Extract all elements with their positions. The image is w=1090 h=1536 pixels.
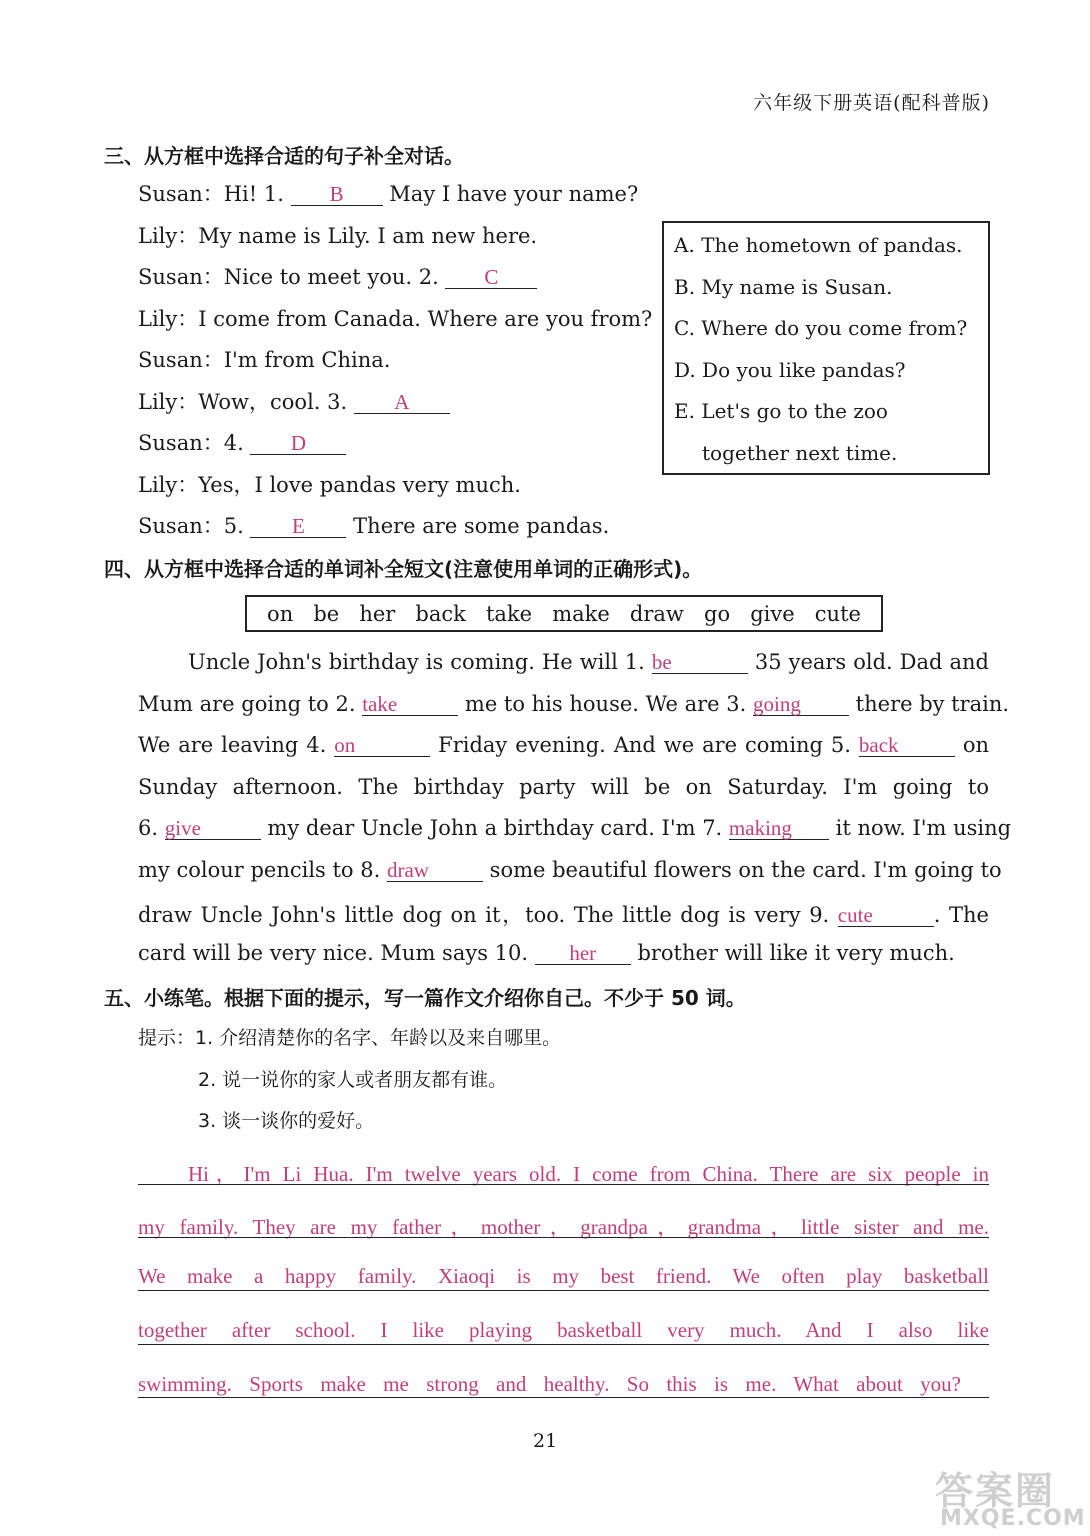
word-item: give	[750, 601, 795, 626]
passage-blank-4: on	[334, 734, 430, 757]
writing-rule	[138, 1397, 989, 1398]
answer-blank-1: B	[291, 183, 383, 206]
word-item: back	[415, 601, 466, 626]
option-a: A. The hometown of pandas.	[674, 233, 963, 257]
option-e: E. Let's go to the zoo	[674, 399, 888, 423]
dialog-line-2: Lily：My name is Lily. I am new here.	[138, 224, 538, 248]
watermark-logo: 答案圈	[935, 1469, 1056, 1513]
essay-line-3: We make a happy family. Xiaoqi is my best friend. We often play basketball	[138, 1264, 989, 1288]
options-box	[662, 221, 990, 475]
passage-blank-9: cute	[838, 904, 934, 927]
hint-2: 2. 说一说你的家人或者朋友都有谁。	[198, 1069, 508, 1091]
dialog-line-8: Lily：Yes，I love pandas very much.	[138, 473, 521, 497]
passage-line-1: Uncle John's birthday is coming. He will 1. be 35 years old. Dad and	[188, 650, 989, 674]
word-item: make	[552, 601, 610, 626]
passage-blank-2: take	[362, 693, 458, 716]
word-item: take	[485, 601, 533, 626]
word-item: cute	[814, 601, 861, 626]
answer-blank-5: E	[250, 515, 346, 538]
option-b: B. My name is Susan.	[674, 275, 893, 299]
passage-blank-8: draw	[387, 859, 483, 882]
dialog-line-1: Susan：Hi! 1. B May I have your name?	[138, 182, 639, 206]
option-c: C. Where do you come from?	[674, 316, 968, 340]
word-item: draw	[629, 601, 684, 626]
option-e-cont: together next time.	[702, 441, 898, 465]
dialog-line-5: Susan：I'm from China.	[138, 348, 391, 372]
answer-blank-2: C	[445, 266, 537, 289]
word-item: her	[359, 601, 396, 626]
section3-heading: 三、从方框中选择合适的句子补全对话。	[104, 144, 464, 168]
answer-blank-4: D	[250, 432, 346, 455]
passage-line-3: We are leaving 4. on Friday evening. And we are coming 5. back on	[138, 733, 989, 757]
dialog-line-3: Susan：Nice to meet you. 2. C	[138, 261, 537, 291]
passage-blank-7: making	[729, 817, 829, 840]
page-number: 21	[533, 1430, 558, 1452]
passage-blank-3: going	[753, 693, 849, 716]
book-title: 六年级下册英语(配科普版)	[753, 92, 990, 114]
passage-line-7: draw Uncle John's little dog on it，too. The little dog is very 9. cute . The	[138, 903, 989, 927]
dialog-line-6: Lily：Wow，cool. 3. A	[138, 386, 450, 416]
hint-3: 3. 谈一谈你的爱好。	[198, 1110, 375, 1132]
writing-rule	[138, 1237, 989, 1238]
passage-line-6: my colour pencils to 8. draw some beautiful flowers on the card. I'm going to	[138, 858, 1002, 882]
watermark-url: MXQE.COM	[940, 1506, 1086, 1531]
word-item: on	[267, 601, 294, 626]
passage-blank-5: back	[859, 734, 955, 757]
option-d: D. Do you like pandas?	[674, 358, 906, 382]
passage-line-5: 6. give my dear Uncle John a birthday card. I'm 7. making it now. I'm using	[138, 816, 1012, 840]
passage-line-8: card will be very nice. Mum says 10. her brother will like it very much.	[138, 941, 955, 965]
passage-blank-1: be	[652, 651, 748, 674]
word-bank	[245, 595, 883, 632]
writing-rule	[138, 1344, 989, 1345]
writing-rule	[138, 1290, 989, 1291]
word-item: be	[313, 601, 340, 626]
dialog-line-4: Lily：I come from Canada. Where are you from?	[138, 307, 653, 331]
passage-line-4: Sunday afternoon. The birthday party will be on Saturday. I'm going to	[138, 775, 989, 799]
dialog-line-9: Susan：5. E There are some pandas.	[138, 514, 610, 538]
passage-blank-6: give	[165, 817, 261, 840]
passage-line-2: Mum are going to 2. take me to his house. We are 3. going there by train.	[138, 692, 1010, 716]
dialog-line-7: Susan：4. D	[138, 427, 346, 457]
essay-line-5: swimming. Sports make me strong and healthy. So this is me. What about you?	[138, 1372, 961, 1396]
section5-heading: 五、小练笔。根据下面的提示，写一篇作文介绍你自己。不少于 50 词。	[104, 986, 746, 1010]
writing-rule	[138, 1184, 989, 1185]
section4-heading: 四、从方框中选择合适的单词补全短文(注意使用单词的正确形式)。	[104, 557, 703, 581]
hint-1: 提示：1. 介绍清楚你的名字、年龄以及来自哪里。	[138, 1027, 562, 1049]
passage-blank-10: her	[535, 942, 631, 965]
word-item: go	[704, 601, 731, 626]
essay-line-2: my family. They are my father，mother，grandpa，grandma，little sister and me.	[138, 1215, 989, 1239]
essay-line-4: together after school. I like playing basketball very much. And I also like	[138, 1318, 989, 1342]
answer-blank-3: A	[354, 391, 450, 414]
essay-line-1: Hi，I'm Li Hua. I'm twelve years old. I come from China. There are six people in	[188, 1162, 989, 1186]
